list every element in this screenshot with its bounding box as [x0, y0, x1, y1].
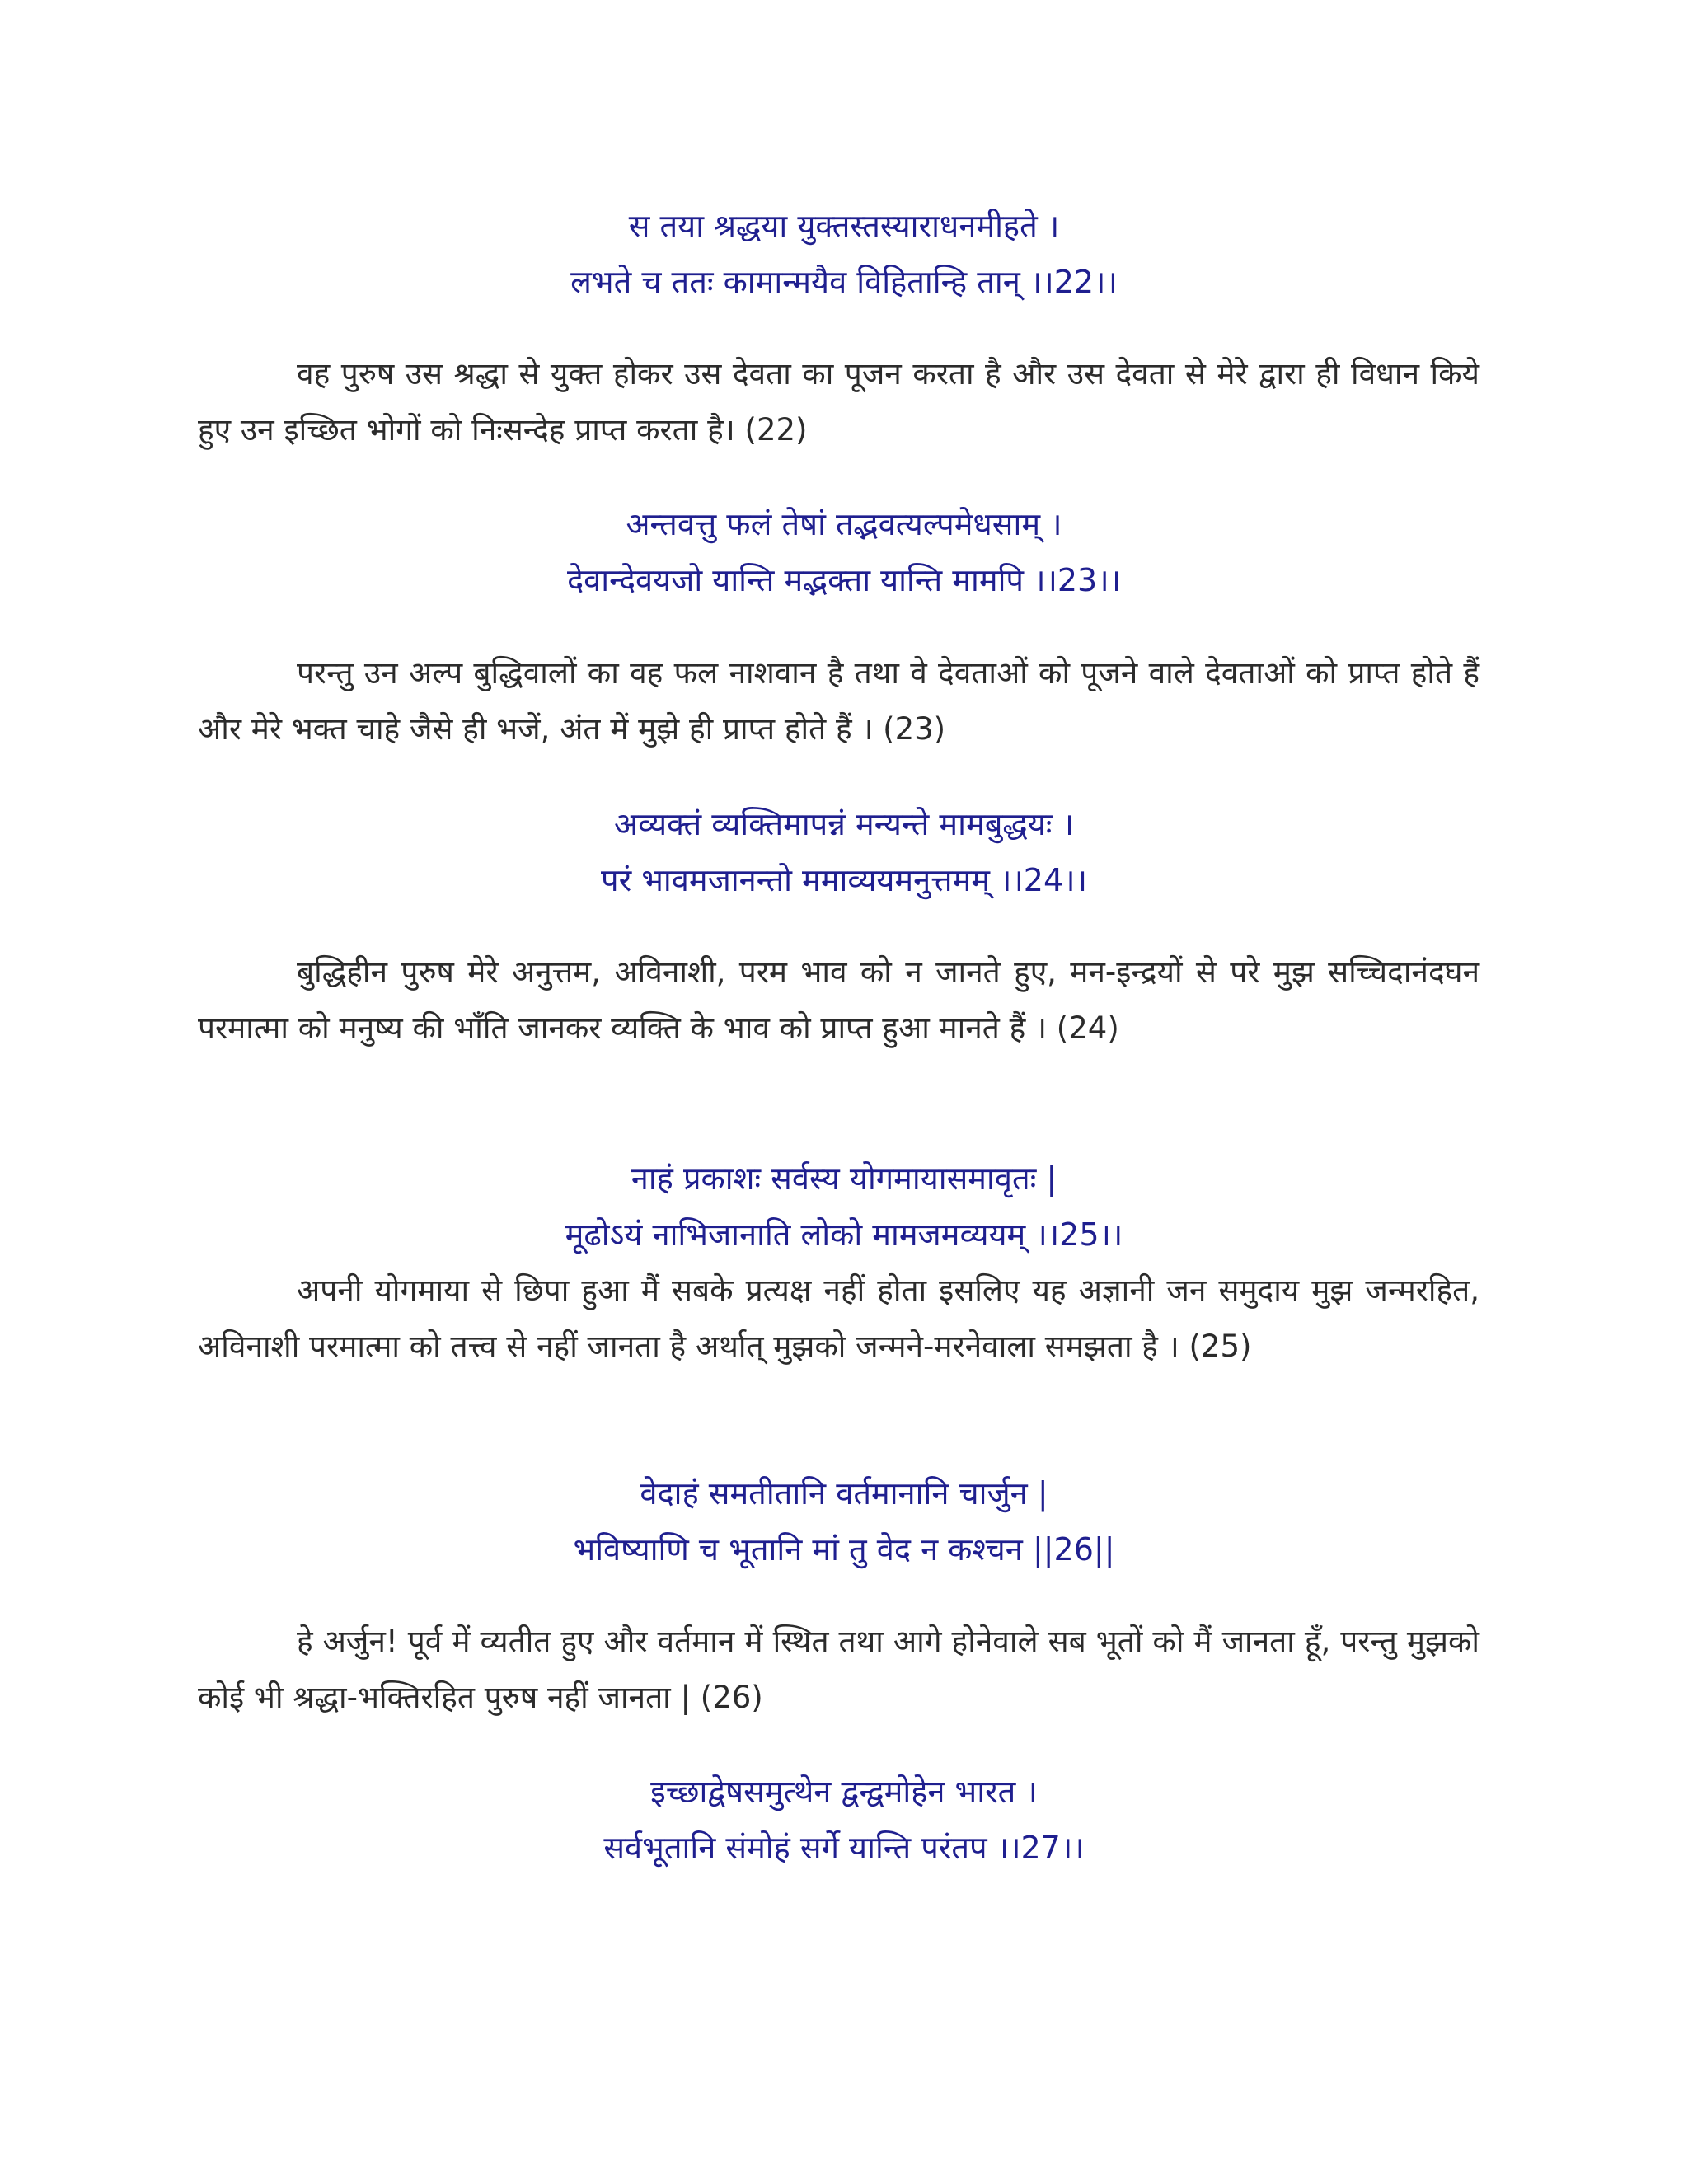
verse-line: परं भावमजानन्तो ममाव्ययमनुत्तमम् ।।24।।	[601, 862, 1087, 898]
verse-23	[0, 496, 1688, 608]
verse-25	[0, 1151, 1688, 1263]
verse-line: लभते च ततः कामान्मयैव विहितान्हि तान् ।।22।।	[570, 264, 1118, 300]
verse-line: इच्छाद्वेषसमुत्थेन द्वन्द्वमोहेन भारत ।	[650, 1774, 1038, 1810]
verse-line: वेदाहं समतीतानि वर्तमानानि चार्जुन |	[640, 1475, 1048, 1511]
translation-24: बुद्धिहीन पुरुष मेरे अनुत्तम, अविनाशी, परम भाव को न जानते हुए, मन-इन्द्रयों से परे मुझ सच्चिदानंदघन परमात्मा को मनुष्य की भाँति जानकर व्यक्ति के भाव को प्राप्त हुआ मानते हैं । (24)	[198, 954, 1479, 1046]
translation-25: अपनी योगमाया से छिपा हुआ मैं सबके प्रत्यक्ष नहीं होता इसलिए यह अज्ञानी जन समुदाय मुझ जन्मरहित, अविनाशी परमात्मा को तत्त्व से नहीं जानता है अर्थात् मुझको जन्मने-मरनेवाला समझता है । (25)	[198, 1272, 1479, 1364]
verse-line: देवान्देवयजो यान्ति मद्भक्ता यान्ति मामपि ।।23।।	[566, 562, 1122, 598]
verse-27	[0, 1764, 1688, 1876]
translation-26: हे अर्जुन! पूर्व में व्यतीत हुए और वर्तमान में स्थित तथा आगे होनेवाले सब भूतों को मैं जानता हूँ, परन्तु मुझको कोई भी श्रद्धा-भक्तिरहित पुरुष नहीं जानता | (26)	[198, 1624, 1479, 1715]
verse-24	[0, 796, 1688, 908]
verse-line: भविष्याणि च भूतानि मां तु वेद न कश्चन ||26||	[573, 1531, 1115, 1568]
verse-line: नाहं प्रकाशः सर्वस्य योगमायासमावृतः |	[631, 1160, 1057, 1197]
verse-line: मूढोऽयं नाभिजानाति लोको मामजमव्ययम् ।।25।।	[565, 1216, 1123, 1253]
verse-26	[0, 1465, 1688, 1577]
verse-line: अन्तवत्तु फलं तेषां तद्भवत्यल्पमेधसाम् ।	[626, 506, 1062, 542]
translation-23: परन्तु उन अल्प बुद्धिवालों का वह फल नाशवान है तथा वे देवताओं को पूजने वाले देवताओं को प्राप्त होते हैं और मेरे भक्त चाहे जैसे ही भजें, अंत में मुझे ही प्राप्त होते हैं । (23)	[198, 655, 1479, 747]
verse-line: स तया श्रद्धया युक्तस्तस्याराधनमीहते ।	[628, 208, 1060, 244]
verse-line: अव्यक्तं व्यक्तिमापन्नं मन्यन्ते मामबुद्धयः ।	[614, 806, 1074, 842]
verse-line: सर्वभूतानि संमोहं सर्गे यान्ति परंतप ।।27।।	[603, 1830, 1085, 1866]
translation-22: वह पुरुष उस श्रद्धा से युक्त होकर उस देवता का पूजन करता है और उस देवता से मेरे द्वारा ही विधान किये हुए उन इच्छित भोगों को निःसन्देह प्राप्त करता है। (22)	[198, 356, 1479, 448]
verse-22	[0, 198, 1688, 310]
